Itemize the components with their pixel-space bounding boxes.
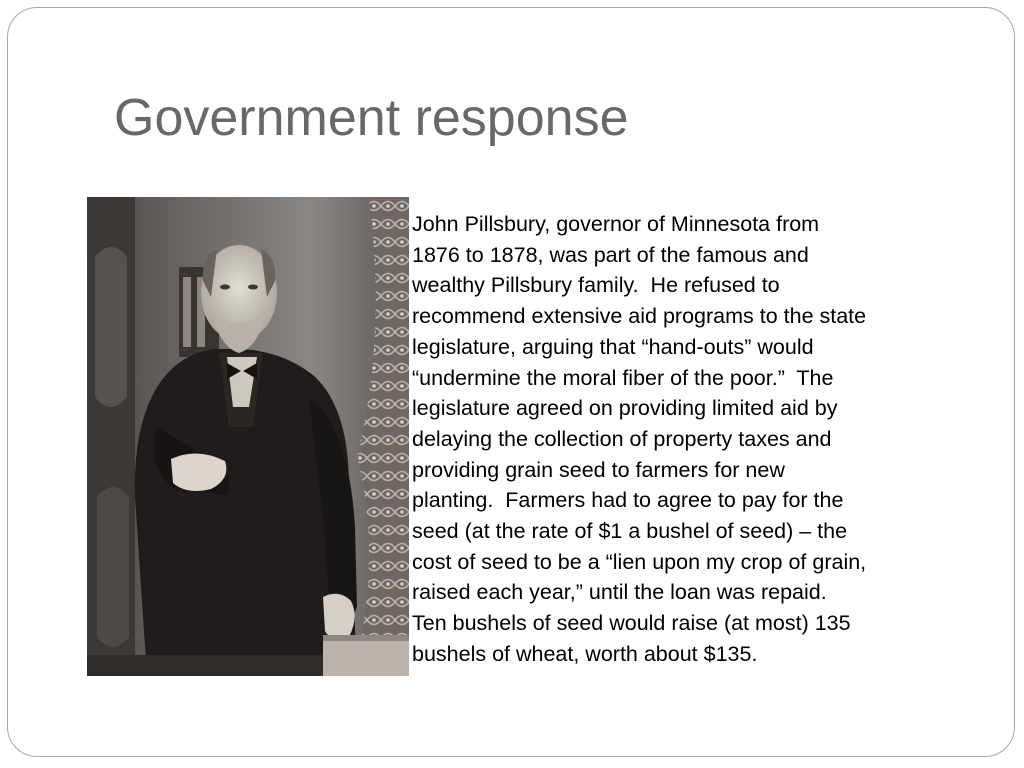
body-line: planting. Farmers had to agree to pay for the [412, 488, 844, 513]
body-line: bushels of wheat, worth about $135. [412, 641, 758, 666]
slide-title: Government response [114, 89, 629, 147]
body-line: Ten bushels of seed would raise (at most) 135 [412, 611, 851, 636]
body-paragraph [412, 209, 972, 670]
body-line: raised each year,” until the loan was repaid. [412, 580, 827, 605]
body-line: legislature agreed on providing limited aid by [412, 396, 838, 421]
body-line: legislature, arguing that “hand-outs” would [412, 334, 814, 359]
body-line: cost of seed to be a “lien upon my crop of grain, [412, 549, 867, 574]
body-line: John Pillsbury, governor of Minnesota from [412, 212, 820, 236]
body-line: recommend extensive aid programs to the state [412, 304, 867, 329]
body-line: “undermine the moral fiber of the poor.” The [412, 365, 834, 390]
body-line: providing grain seed to farmers for new [412, 457, 785, 482]
body-line: delaying the collection of property taxes and [412, 426, 832, 451]
slide-frame [7, 7, 1015, 757]
portrait-photo [87, 197, 409, 676]
body-line: seed (at the rate of $1 a bushel of seed) – the [412, 519, 848, 544]
portrait-image [87, 197, 409, 676]
body-line: wealthy Pillsbury family. He refused to [412, 273, 780, 298]
body-line: 1876 to 1878, was part of the famous and [412, 242, 809, 267]
